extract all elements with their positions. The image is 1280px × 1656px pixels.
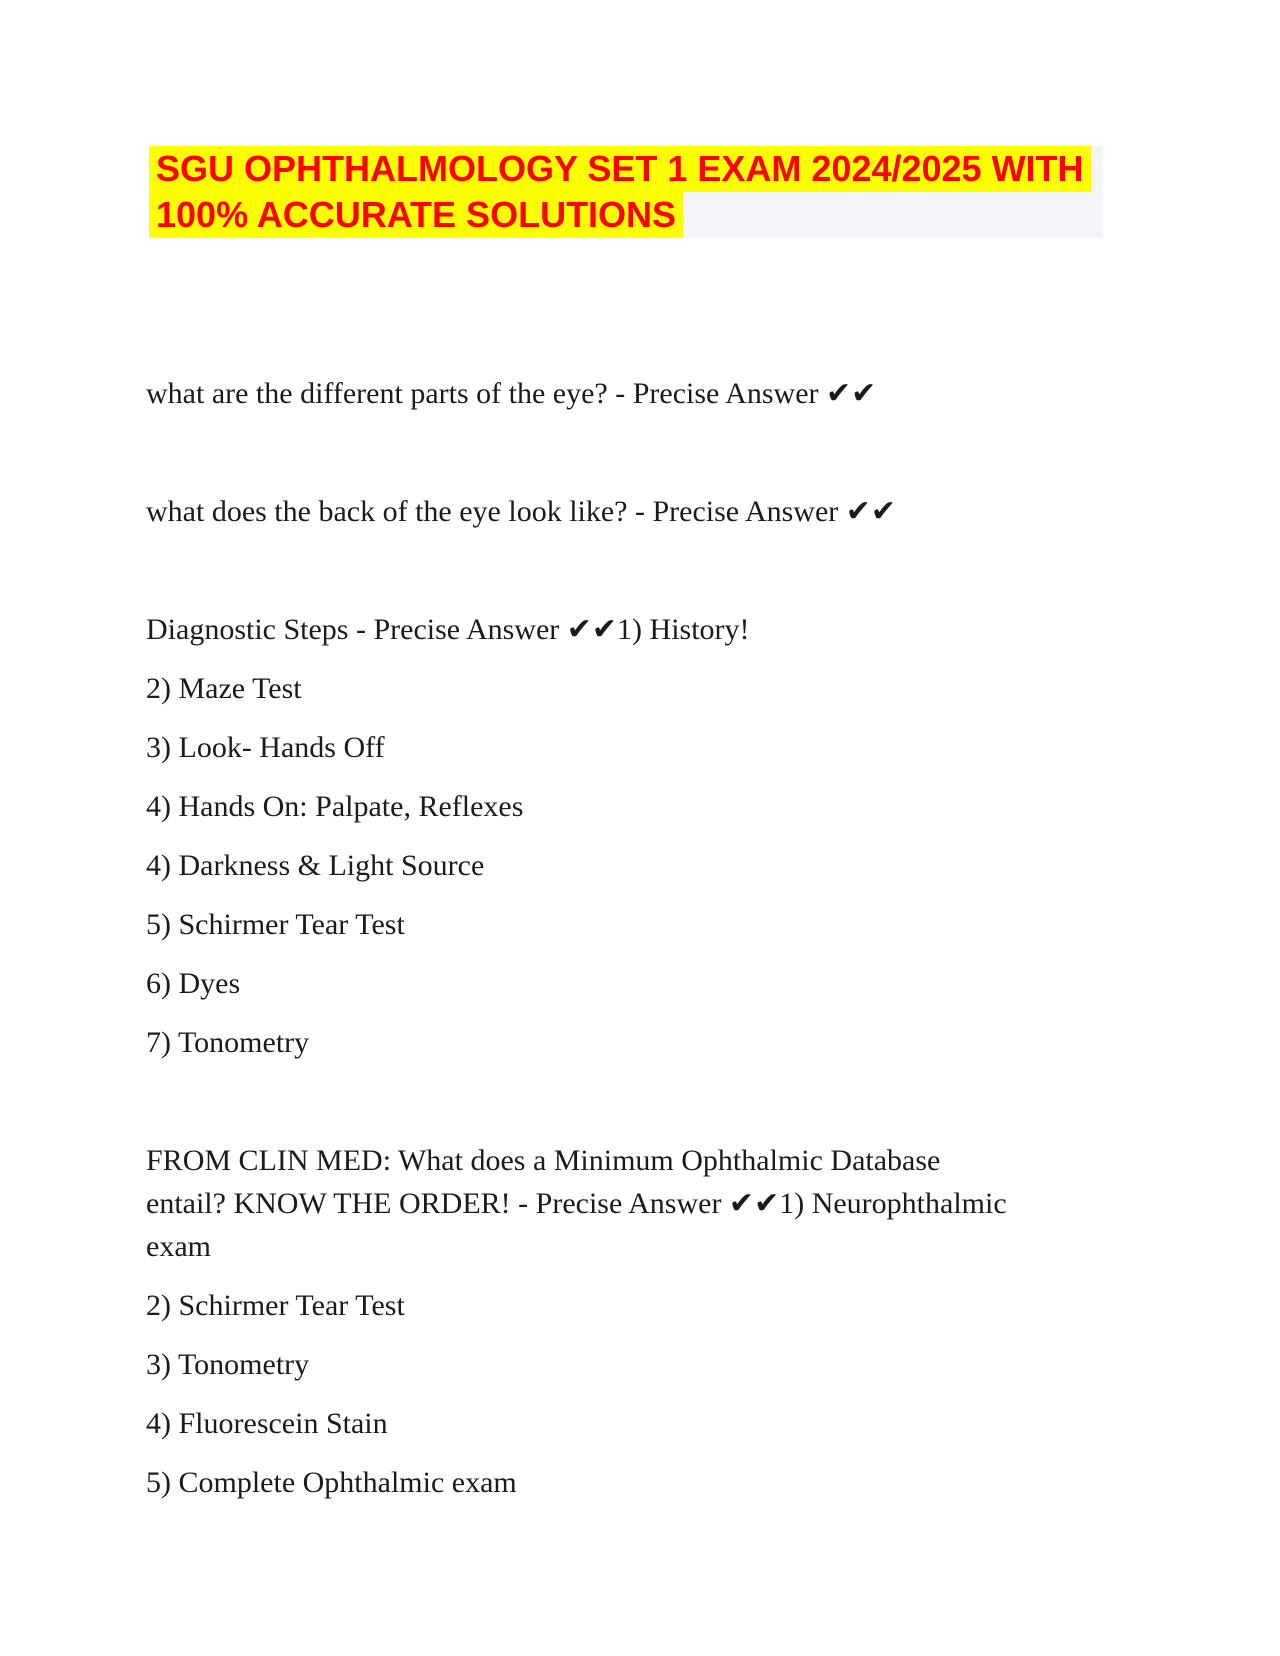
- page-title-line-1: SGU OPHTHALMOLOGY SET 1 EXAM 2024/2025 WITH: [149, 146, 1091, 192]
- paragraph: [146, 1139, 1220, 1268]
- text-line: FROM CLIN MED: What does a Minimum Ophthalmic Database: [146, 1144, 941, 1177]
- blank-line: [146, 431, 1220, 490]
- paragraph: [146, 844, 1220, 887]
- qa-content: [146, 372, 1220, 1504]
- text-line: entail? KNOW THE ORDER! - Precise Answer ✔✔1) Neurophthalmic: [146, 1187, 1007, 1220]
- text-line: 7) Tonometry: [146, 1026, 310, 1059]
- paragraph: [146, 1343, 1220, 1386]
- paragraph: [146, 726, 1220, 769]
- blank-line: [146, 1080, 1220, 1139]
- paragraph: [146, 1402, 1220, 1445]
- paragraph: [146, 490, 1220, 533]
- paragraph: [146, 962, 1220, 1005]
- text-line: exam: [146, 1230, 211, 1263]
- text-line: 4) Darkness & Light Source: [146, 849, 485, 882]
- text-line: 2) Maze Test: [146, 672, 302, 705]
- text-line: what are the different parts of the eye? - Precise Answer ✔✔: [146, 377, 877, 410]
- question-clin-med-minimum-ophthalmic-database: [146, 1139, 1220, 1504]
- paragraph: [146, 608, 1220, 651]
- paragraph: [146, 1461, 1220, 1504]
- text-line: what does the back of the eye look like? - Precise Answer ✔✔: [146, 495, 897, 528]
- page-title-line-2: 100% ACCURATE SOLUTIONS: [149, 192, 683, 238]
- paragraph: [146, 903, 1220, 946]
- paragraph: [146, 1284, 1220, 1327]
- text-line: 5) Complete Ophthalmic exam: [146, 1466, 517, 1499]
- text-line: 5) Schirmer Tear Test: [146, 908, 405, 941]
- text-line: Diagnostic Steps - Precise Answer ✔✔1) History!: [146, 613, 750, 646]
- blank-line: [146, 549, 1220, 608]
- question-back-of-eye: [146, 490, 1220, 533]
- paragraph: [146, 372, 1220, 415]
- text-line: 3) Tonometry: [146, 1348, 310, 1381]
- text-line: 3) Look- Hands Off: [146, 731, 385, 764]
- text-line: 6) Dyes: [146, 967, 241, 1000]
- paragraph: [146, 785, 1220, 828]
- paragraph: [146, 667, 1220, 710]
- question-parts-of-eye: [146, 372, 1220, 415]
- text-line: 4) Fluorescein Stain: [146, 1407, 388, 1440]
- paragraph: [146, 1021, 1220, 1064]
- title-highlight-panel: [149, 146, 1103, 238]
- text-line: 4) Hands On: Palpate, Reflexes: [146, 790, 524, 823]
- question-diagnostic-steps: [146, 608, 1220, 1064]
- text-line: 2) Schirmer Tear Test: [146, 1289, 405, 1322]
